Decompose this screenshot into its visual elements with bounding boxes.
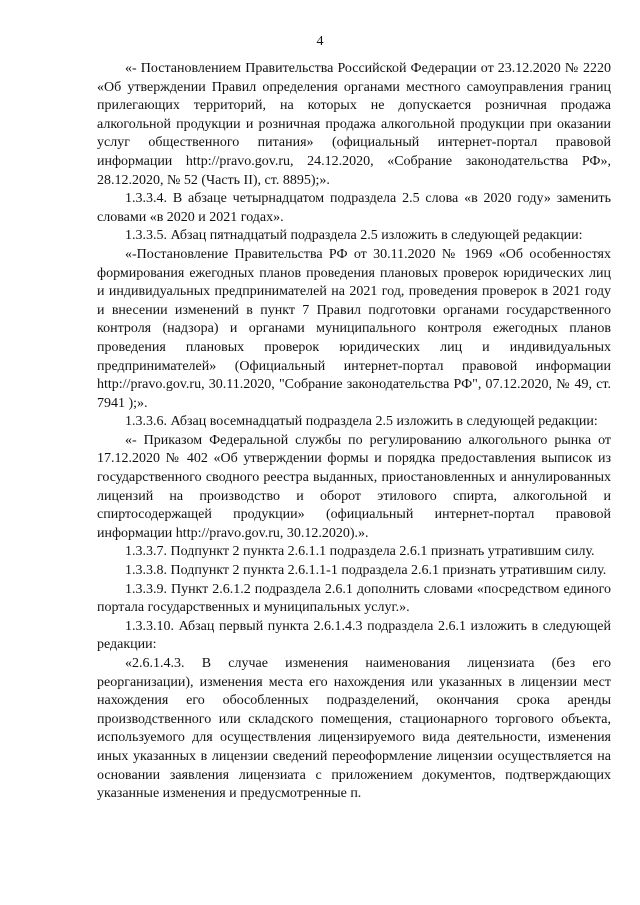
paragraph-1-3-3-9: 1.3.3.9. Пункт 2.6.1.2 подраздела 2.6.1 дополнить словами «посредством единого портала государственных и муниципальных услуг.». [97, 581, 611, 616]
paragraph-1-3-3-7: 1.3.3.7. Подпункт 2 пункта 2.6.1.1 подраздела 2.6.1 признать утратившим силу. [125, 544, 595, 560]
paragraph-1-3-3-10: 1.3.3.10. Абзац первый пункта 2.6.1.4.3 подраздела 2.6.1 изложить в следующей редакции: [97, 618, 611, 653]
paragraph-resolution-1969: «-Постановление Правительства РФ от 30.11.2020 № 1969 «Об особенностях формирования ежегодных планов проведения плановых проверок юридических лиц и индивидуальных предпринимателей на 2021 год, проведения проверок в 2021 году и внесении изменений в пункт 7 Правил подготовки органами государственного контроля (надзора) и органами муниципального контроля ежегодных планов проведения плановых проверок юридических лиц и индивидуальных предпринимателей» (Официальный интернет-портал правовой информации http://pravo.gov.ru, 30.11.2020, "Собрание законодательства РФ", 07.12.2020, № 49, ст. 7941 );». [97, 246, 611, 411]
paragraph-resolution-2220: «- Постановлением Правительства Российской Федерации от 23.12.2020 № 2220 «Об утверждении Правил определения органами местного самоуправления границ прилегающих территорий, на которых не допускается розничная продажа алкогольной продукции и розничная продажа алкогольной продукции при оказании услуг общественного питания» (официальный интернет-портал правовой информации http://pravo.gov.ru, 24.12.2020, «Собрание законодательства РФ», 28.12.2020, № 52 (Часть II), ст. 8895);». [97, 61, 611, 188]
document-body [97, 60, 611, 804]
paragraph-2-6-1-4-3: «2.6.1.4.3. В случае изменения наименования лицензиата (без его реорганизации), изменения места его нахождения или указанных в лицензии мест нахождения его обособленных подразделений, окончания срока аренды производственного или складского помещения, стационарного торгового объекта, используемого для осуществления лицензируемого вида деятельности, изменения иных указанных в лицензии сведений переоформление лицензии осуществляется на основании заявления лицензиата с приложением документов, подтверждающих указанные изменения и предусмотренные п. [97, 656, 611, 802]
paragraph-1-3-3-5: 1.3.3.5. Абзац пятнадцатый подраздела 2.5 изложить в следующей редакции: [125, 228, 583, 244]
paragraph-1-3-3-4: 1.3.3.4. В абзаце четырнадцатом подраздела 2.5 слова «в 2020 году» заменить словами «в 2020 и 2021 годах». [97, 191, 611, 225]
paragraph-1-3-3-8: 1.3.3.8. Подпункт 2 пункта 2.6.1.1-1 подраздела 2.6.1 признать утратившим силу. [125, 563, 607, 579]
paragraph-1-3-3-6: 1.3.3.6. Абзац восемнадцатый подраздела 2.5 изложить в следующей редакции: [125, 414, 598, 430]
page-number: 4 [316, 34, 324, 49]
paragraph-order-402: «- Приказом Федеральной службы по регулированию алкогольного рынка от 17.12.2020 № 402 «Об утверждении формы и порядка предоставления выписок из государственного сводного реестра выданных, приостановленных и аннулированных лицензий на производство и оборот этилового спирта, алкогольной и спиртосодержащей продукции» (официальный интернет-портал правовой информации http://pravo.gov.ru, 30.12.2020).». [97, 432, 611, 541]
